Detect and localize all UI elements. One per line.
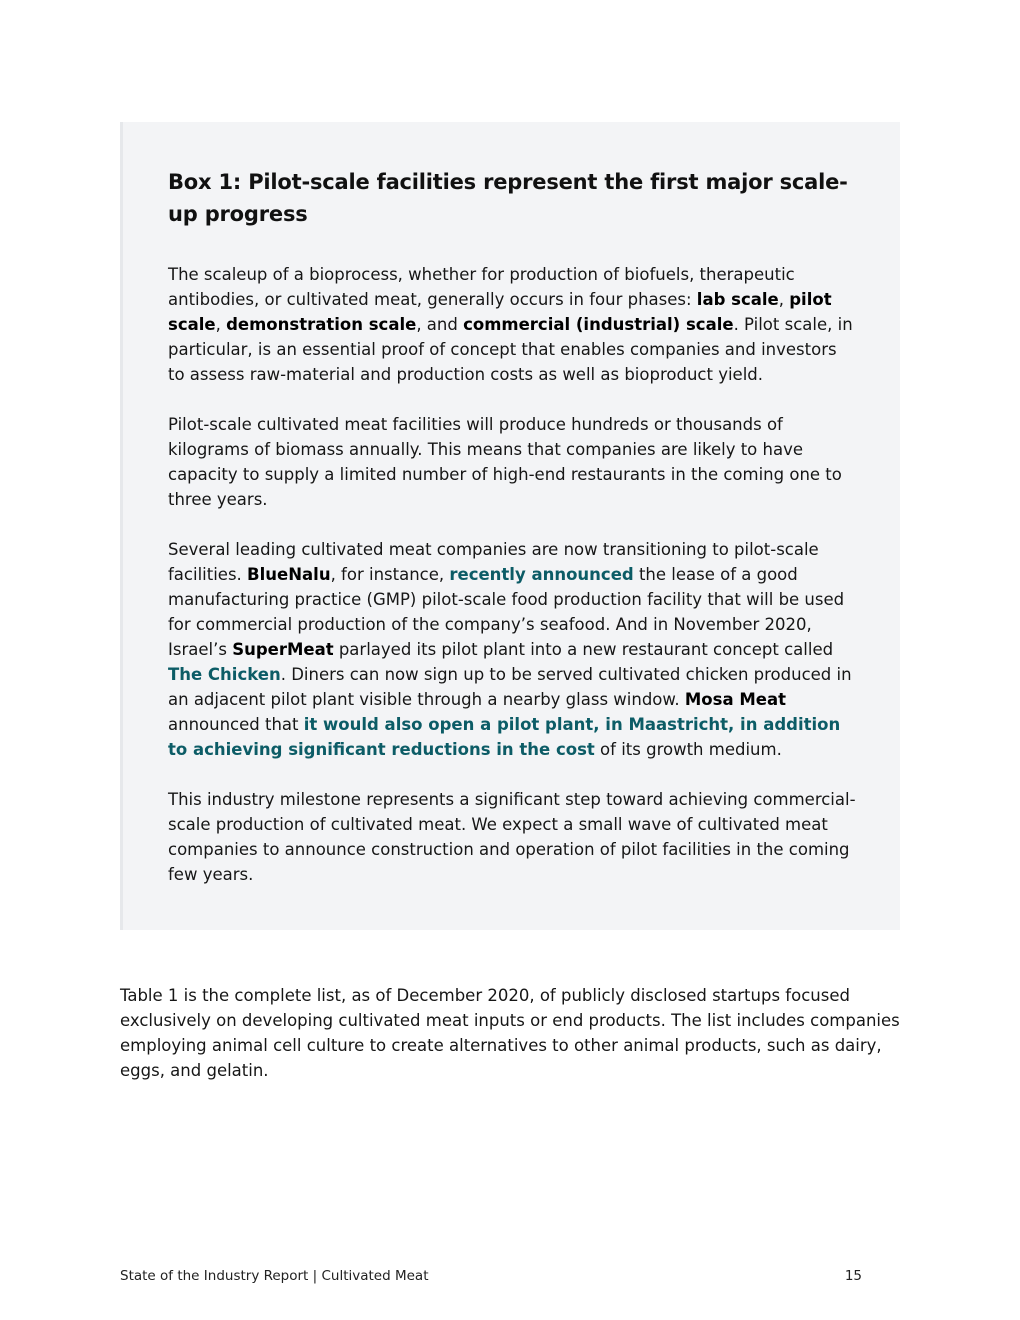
text-run: , bbox=[215, 315, 227, 334]
text-run: , bbox=[778, 290, 790, 309]
box-paragraph-1 bbox=[168, 262, 858, 387]
text-run: parlayed its pilot plant into a new restaurant concept called bbox=[333, 640, 834, 659]
text-run: the lease of a good manufacturing practice (GMP) pilot-scale food production facility that will be used for commercial production of the company’s seafood. And in November 2020, Israel’s bbox=[168, 565, 845, 659]
text-run: of its growth medium. bbox=[594, 740, 782, 759]
box-paragraph-4: This industry milestone represents a significant step toward achieving commercial-scale production of cultivated meat. We expect a small wave of cultivated meat companies to announce construction and operation of pilot facilities in the coming few years. bbox=[168, 790, 856, 884]
link-recently-announced[interactable]: recently announced bbox=[449, 565, 634, 584]
text-run: announced that bbox=[168, 715, 304, 734]
term-lab-scale: lab scale bbox=[696, 290, 779, 309]
company-supermeat: SuperMeat bbox=[232, 640, 334, 659]
box-title: Box 1: Pilot-scale facilities represent the first major scale-up progress bbox=[168, 170, 848, 226]
link-mosa-meat-pilot-plant[interactable]: it would also open a pilot plant, in Maastricht, in addition to achieving significant reductions in the cost bbox=[168, 715, 841, 759]
page-number: 15 bbox=[844, 1268, 862, 1284]
page-footer bbox=[120, 1268, 862, 1284]
footer-title: State of the Industry Report | Cultivated Meat bbox=[120, 1268, 429, 1284]
callout-box-content bbox=[168, 166, 858, 912]
text-run: The scaleup of a bioprocess, whether for production of biofuels, therapeutic antibodies, or cultivated meat, generally occurs in four phases: bbox=[168, 265, 795, 309]
text-run: Several leading cultivated meat companies are now transitioning to pilot-scale facilities. bbox=[168, 540, 819, 584]
term-pilot-scale: pilot scale bbox=[168, 290, 832, 334]
text-run: . Pilot scale, in particular, is an essential proof of concept that enables companies and investors to assess raw-material and production costs as well as bioproduct yield. bbox=[168, 315, 853, 384]
box-paragraph-2: Pilot-scale cultivated meat facilities will produce hundreds or thousands of kilograms of biomass annually. This means that companies are likely to have capacity to supply a limited number of high-end restaurants in the coming one to three years. bbox=[168, 415, 842, 509]
box-paragraph-3 bbox=[168, 537, 858, 762]
callout-box bbox=[120, 122, 900, 930]
term-commercial-scale: commercial (industrial) scale bbox=[463, 315, 734, 334]
text-run: , and bbox=[416, 315, 464, 334]
body-paragraph: Table 1 is the complete list, as of December 2020, of publicly disclosed startups focused exclusively on developing cultivated meat inputs or end products. The list includes companies employing animal cell culture to create alternatives to other animal products, such as dairy, eggs, and gelatin. bbox=[120, 986, 900, 1080]
term-demonstration-scale: demonstration scale bbox=[226, 315, 417, 334]
text-run: . Diners can now sign up to be served cultivated chicken produced in an adjacent pilot plant visible through a nearby glass window. bbox=[168, 665, 852, 709]
company-mosa-meat: Mosa Meat bbox=[684, 690, 786, 709]
link-the-chicken[interactable]: The Chicken bbox=[168, 665, 281, 684]
company-bluenalu: BlueNalu bbox=[247, 565, 331, 584]
text-run: , for instance, bbox=[330, 565, 450, 584]
